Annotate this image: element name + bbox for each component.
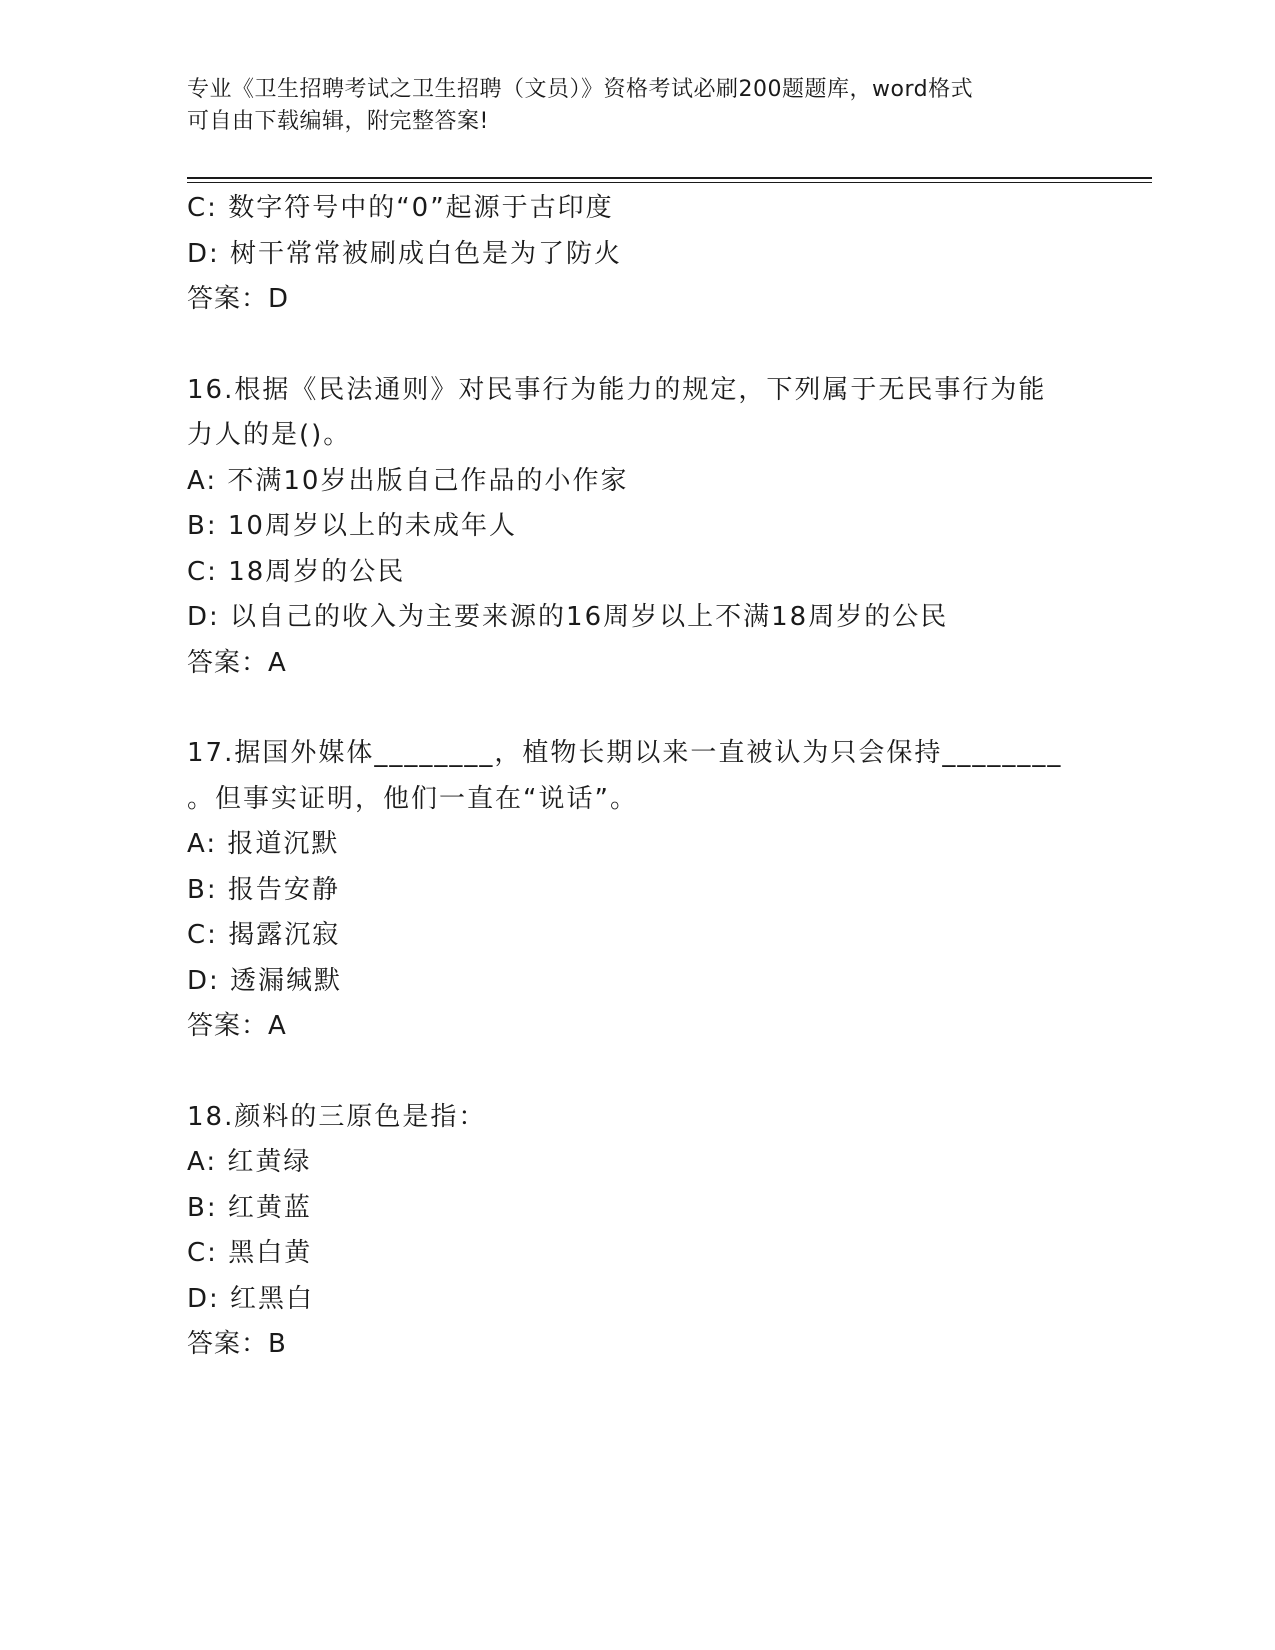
answer-label: 答案：B (187, 1329, 287, 1359)
option-b: B: 10周岁以上的未成年人 (187, 511, 517, 541)
option-c: C: 数字符号中的“0”起源于古印度 (187, 193, 614, 223)
question-18 (187, 1095, 1087, 1368)
option-b: B: 报告安静 (187, 874, 340, 905)
answer-label: 答案：D (187, 284, 290, 314)
header-divider (187, 177, 1152, 183)
header-line-2: 可自由下载编辑，附完整答案! (187, 109, 489, 134)
option-d: D: 透漏缄默 (187, 965, 343, 996)
option-d: D: 红黑白 (187, 1283, 315, 1314)
answer-label: 答案：A (187, 647, 287, 678)
page-header (187, 74, 1067, 138)
prev-question (187, 186, 1087, 323)
question-text: 18.颜料的三原色是指： (187, 1101, 487, 1132)
header-line-1: 专业《卫生招聘考试之卫生招聘（文员）》资格考试必刷200题题库，word格式 (187, 77, 974, 102)
option-c: C: 黑白黄 (187, 1238, 313, 1268)
option-c: C: 18周岁的公民 (187, 556, 406, 587)
document-body (187, 186, 1087, 1368)
option-a: A: 不满10岁出版自己作品的小作家 (187, 465, 629, 496)
question-text: 力人的是()。 (187, 420, 352, 450)
question-16 (187, 368, 1087, 687)
option-c: C: 揭露沉寂 (187, 920, 341, 950)
option-a: A: 报道沉默 (187, 829, 340, 859)
option-a: A: 红黄绿 (187, 1147, 312, 1177)
option-d: D: 树干常常被刷成白色是为了防火 (187, 238, 623, 269)
answer-label: 答案：A (187, 1011, 287, 1041)
option-d: D: 以自己的收入为主要来源的16周岁以上不满18周岁的公民 (187, 602, 949, 632)
question-text: 16.根据《民法通则》对民事行为能力的规定，下列属于无民事行为能 (187, 374, 1047, 405)
question-text: 。但事实证明，他们一直在“说话”。 (187, 783, 638, 814)
option-b: B: 红黄蓝 (187, 1192, 312, 1223)
question-17 (187, 731, 1087, 1050)
question-text: 17.据国外媒体________，植物长期以来一直被认为只会保持________ (187, 738, 1063, 768)
